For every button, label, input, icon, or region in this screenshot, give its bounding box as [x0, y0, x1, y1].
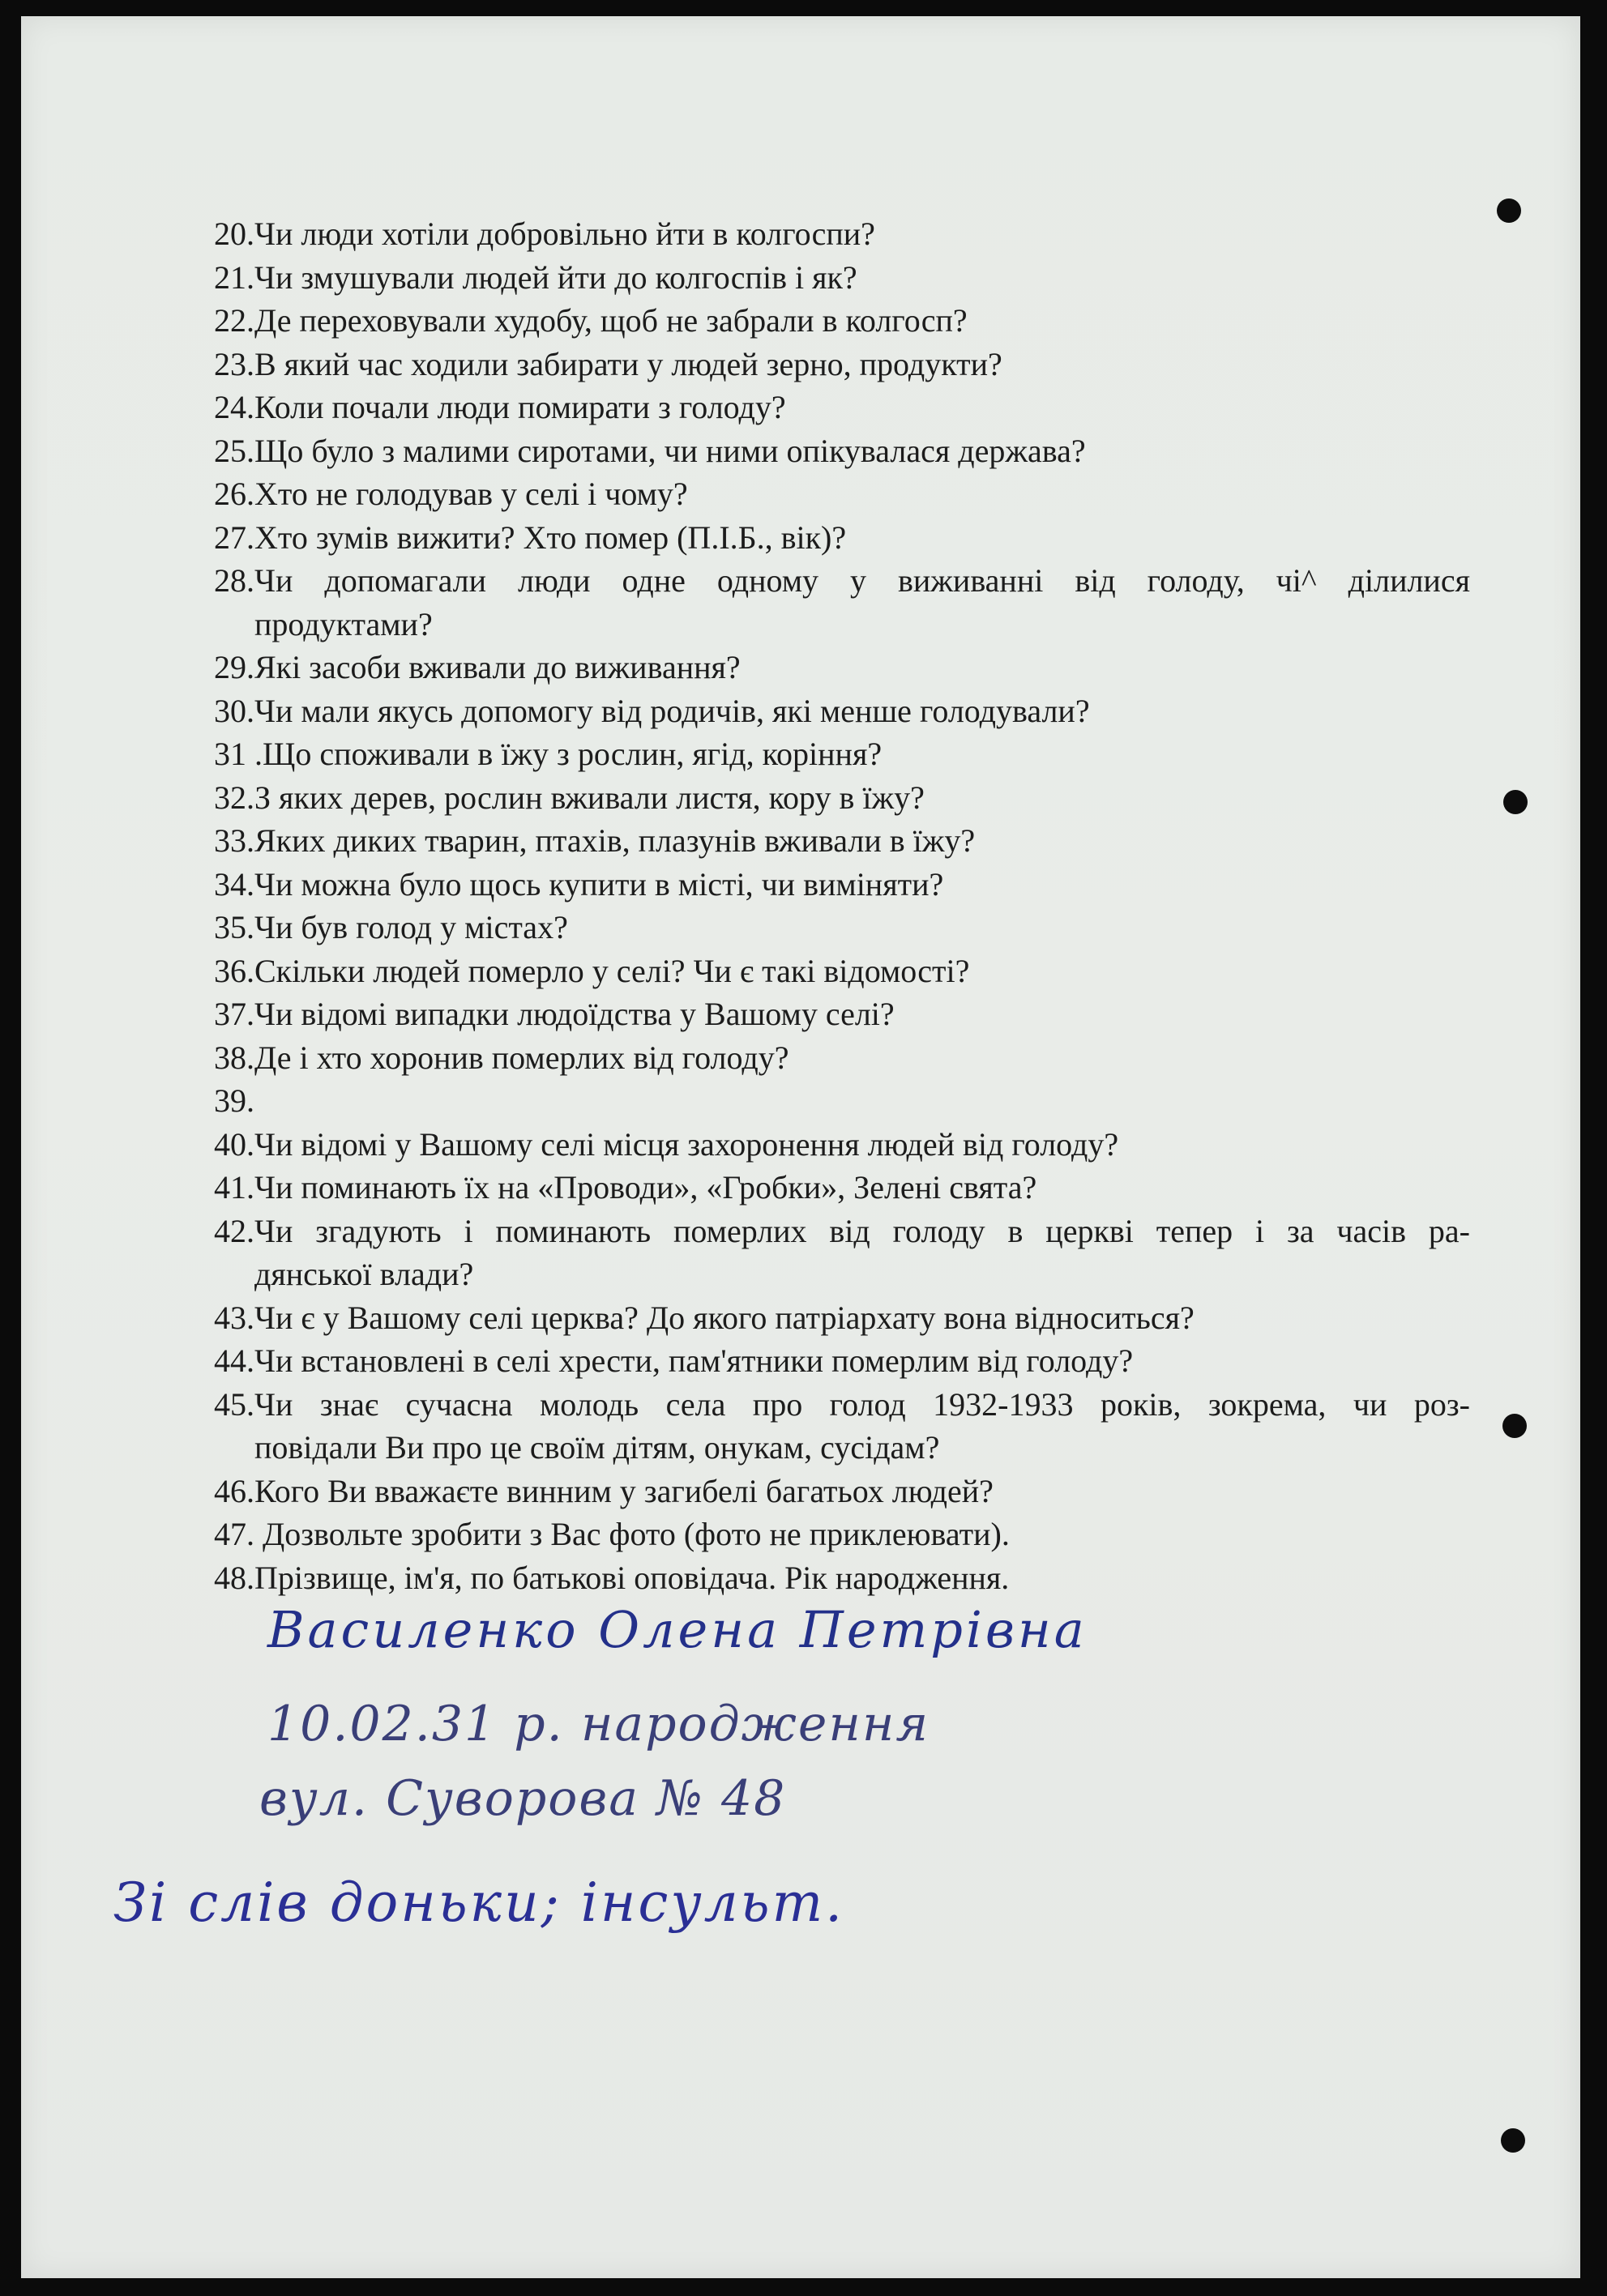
question-45 [214, 1383, 1470, 1470]
question-28-line2: продуктами? [254, 605, 433, 642]
question-43: 43.Чи є у Вашому селі церква? До якого патріархату вона відноситься? [214, 1299, 1195, 1336]
question-39: 39. [214, 1082, 254, 1119]
handwritten-birth-date: 10.02.31 р. народження [267, 1696, 930, 1752]
question-31: 31 .Що споживали в їжу з рослин, ягід, коріння? [214, 736, 883, 772]
punch-hole-middle [1503, 790, 1528, 814]
question-30: 30.Чи мали якусь допомогу від родичів, які менше голодували? [214, 692, 1090, 729]
question-42-line1: 42.Чи згадують і поминають померлих від голоду в церкві тепер і за часів ра- [214, 1212, 1470, 1249]
question-44: 44.Чи встановлені в селі хрести, пам'ятники померлим від голоду? [214, 1342, 1134, 1379]
question-20: 20.Чи люди хотіли добровільно йти в колгоспи? [214, 216, 875, 252]
question-47: 47. Дозвольте зробити з Вас фото (фото не приклеювати). [214, 1516, 1010, 1552]
question-32: 32.З яких дерев, рослин вживали листя, кору в їжу? [214, 779, 925, 816]
question-41: 41.Чи поминають їх на «Проводи», «Гробки», Зелені свята? [214, 1169, 1037, 1206]
question-40: 40.Чи відомі у Вашому селі місця захоронення людей від голоду? [214, 1125, 1119, 1163]
punch-hole-top [1497, 198, 1521, 223]
handwritten-note: Зі слів доньки; інсульт. [113, 1871, 845, 1934]
question-27: 27.Хто зумів вижити? Хто помер (П.І.Б., вік)? [214, 519, 847, 556]
question-29: 29.Які засоби вживали до виживання? [214, 649, 741, 685]
question-21: 21.Чи змушували людей йти до колгоспів і як? [214, 258, 857, 296]
question-23: 23.В який час ходили забирати у людей зерно, продукти? [214, 345, 1002, 382]
question-33: 33.Яких диких тварин, птахів, плазунів вживали в їжу? [214, 822, 976, 859]
handwritten-address: вул. Суворова № 48 [259, 1770, 787, 1827]
question-42-line2: дянської влади? [254, 1256, 474, 1292]
punch-hole-bottom [1501, 2128, 1525, 2153]
punch-hole-lower [1502, 1414, 1527, 1438]
question-list [214, 212, 1470, 1599]
question-26: 26.Хто не голодував у селі і чому? [214, 476, 688, 512]
handwritten-name: Василенко Олена Петрівна [267, 1600, 1088, 1659]
question-28-line1: 28.Чи допомагали люди одне одному у виживанні від голоду, чі^ ділилися [214, 562, 1470, 599]
question-28 [214, 559, 1470, 646]
question-22: 22.Де переховували худобу, щоб не забрали в колгосп? [214, 302, 968, 339]
question-36: 36.Скільки людей померло у селі? Чи є такі відомості? [214, 952, 970, 989]
question-42 [214, 1210, 1470, 1296]
question-37: 37.Чи відомі випадки людоїдства у Вашому селі? [214, 996, 895, 1032]
question-25: 25.Що було з малими сиротами, чи ними опікувалася держава? [214, 432, 1086, 469]
question-45-line2: повідали Ви про це своїм дітям, онукам, сусідам? [254, 1429, 940, 1466]
question-34: 34.Чи можна було щось купити в місті, чи виміняти? [214, 865, 944, 903]
question-24: 24.Коли почали люди помирати з голоду? [214, 389, 786, 425]
question-46: 46.Кого Ви вважаєте винним у загибелі багатьох людей? [214, 1472, 994, 1509]
question-45-line1: 45.Чи знає сучасна молодь села про голод 1932-1933 років, зокрема, чи роз- [214, 1385, 1470, 1423]
question-48: 48.Прізвище, ім'я, по батькові оповідача. Рік народження. [214, 1559, 1010, 1596]
question-35: 35.Чи був голод у містах? [214, 909, 568, 945]
question-38: 38.Де і хто хоронив померлих від голоду? [214, 1039, 789, 1076]
